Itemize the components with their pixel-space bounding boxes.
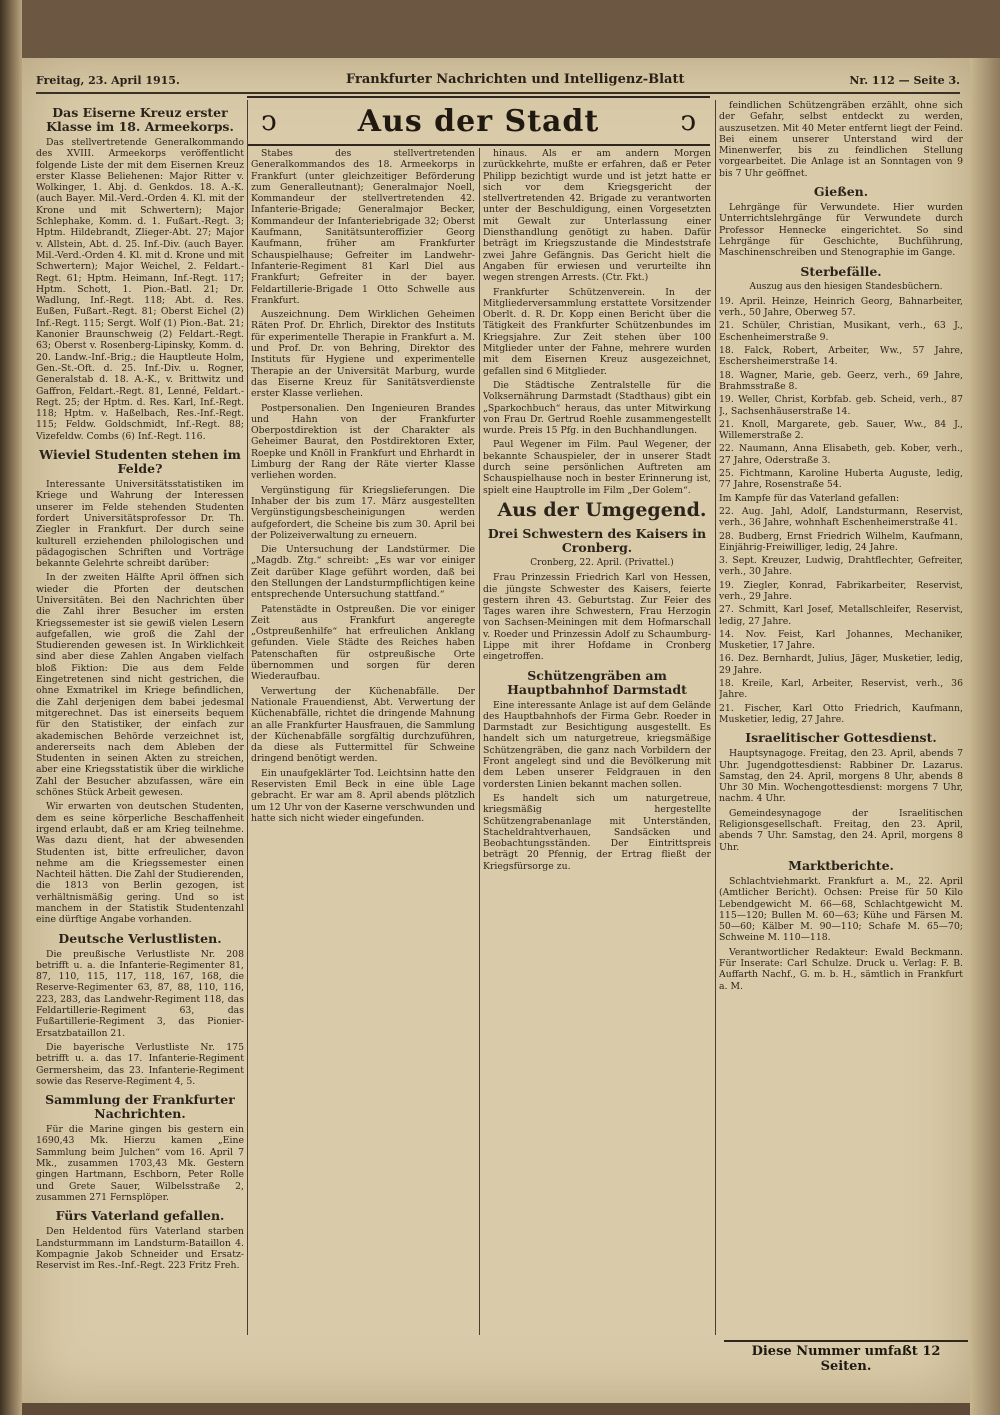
article-paragraph: Das stellvertretende Generalkommando des XVIII. Armeekorps veröffentlicht folgende Liste der mit dem Eisernen Kreuz erster Klasse Beliehenen: Major Ritter v. Wolkinger, 1. Abj. d. Genkdos. 18. A.-K. (auch Bayer. Mil.-Verd.-Orden 4. Kl. mit der Krone und mit Schwertern); Major Schlephake, Komm. d. 1. Fußart.-Regt. 3; Hptm. Hildebrandt, Zlieger-Abt. 27; Major v. Allstein, Abt. d. 25. Inf.-Div. (auch Bayer. Mil.-Verd.-Orden 4. Kl. mit d. Krone und mit Schwertern); Major Weichel, 2. Feldart.-Regt. 61; Hptm. Heimann, Inf.-Regt. 117; Hptm. Schott, 1. Pion.-Batl. 21; Dr. Wadlung, Inf.-Regt. 118; Abt. d. Res. Eußen, Fußart.-Regt. 81; Oberst Eichel (2) Inf.-Regt. 115; Sergt. Wolf (1) Pion.-Bat. 21; Kanonier Braunschweig (2) Feldart.-Regt. 63; Oberst v. Rosenberg-Lipinsky, Komm. d. 20. Landw.-Inf.-Brig.; die Hauptleute Holm, Gen.-St.-Oft. d. 25. Inf.-Div. u. Rogner, Generalstab d. 18. A.-K., v. Brittwitz und Gaffron, Feldart.-Regt. 81, Lenné, Feldart.-Regt. 25; der Hptm. d. Res. Karl, Inf.-Regt. 118; Hptm. v. Haßelbach, Res.-Inf.-Regt. 115; Feldw. Goldschmidt, Inf.-Regt. 88; Vizefeldw. Combs (6) Inf.-Regt. 116. <box>36 137 244 442</box>
article-paragraph: Paul Wegener im Film. Paul Wegener, der bekannte Schauspieler, der in unserer Stadt durch seine persönlichen Auftreten am Schauspielhause noch in bester Erinnerung ist, spielt eine Hauptrolle im Film „Der Golem“. <box>483 439 711 496</box>
column-rule <box>715 100 716 1335</box>
article-paragraph: Die Untersuchung der Landstürmer. Die „Magdb. Ztg.“ schreibt: „Es war vor einiger Zeit darüber Klage geführt worden, daß bei den Stellungen der Landsturmpflichtigen keine entsprechende Untersuchung stattfand.“ <box>251 544 475 601</box>
death-notice-entry: 22. Aug. Jahl, Adolf, Landsturmann, Reservist, verh., 36 Jahre, wohnhaft Eschenheimerstraße 41. <box>719 505 963 529</box>
edition-note: Diese Nummer umfaßt 12 Seiten. <box>724 1340 968 1374</box>
death-notice-entry: 22. Naumann, Anna Elisabeth, geb. Kober, verh., 27 Jahre, Oderstraße 3. <box>719 443 963 466</box>
column-3 <box>483 148 711 1333</box>
article-paragraph: Eine interessante Anlage ist auf dem Gelände des Hauptbahnhofs der Firma Gebr. Roeder in Darmstadt zur Besichtigung ausgestellt. Es handelt sich um naturgetreue, kriegsmäßige Schützengräben, die ganz nach Vorbildern der Front angelegt sind und die Bevölkerung mit dem Leben unserer Feldgrauen in den vordersten Linien bekannt machen sollen. <box>483 699 711 790</box>
scan-background-top <box>22 0 1000 58</box>
column-1 <box>36 100 244 1330</box>
death-notice-entry: 3. Sept. Kreuzer, Ludwig, Drahtflechter, Gefreiter, verh., 30 Jahre. <box>719 555 963 578</box>
article-headline: Deutsche Verlustlisten. <box>58 930 222 946</box>
section-title: Aus der Stadt <box>357 104 600 139</box>
article-headline: Sammlung der Frankfurter Nachrichten. <box>45 1092 235 1122</box>
column-2 <box>251 148 475 1333</box>
article-headline: Gießen. <box>813 184 869 200</box>
death-notice-entry: 27. Schmitt, Karl Josef, Metallschleifer, Reservist, ledig, 27 Jahre. <box>719 604 963 627</box>
article-paragraph: Verwertung der Küchenabfälle. Der Nationale Frauendienst, Abt. Verwertung der Küchenabfälle, richtet die dringende Mahnung an alle Frankfurter Hausfrauen, die Sammlung der Küchenabfälle sorgfältig durchzuführen, da diese als Futtermittel für Schweine dringend benötigt werden. <box>251 685 475 765</box>
death-notice-list <box>719 296 963 725</box>
column-rule <box>247 100 248 1335</box>
article-headline: Das Eiserne Kreuz erster Klasse im 18. Armeekorps. <box>46 105 234 134</box>
death-notice-entry: 19. April. Heinze, Heinrich Georg, Bahnarbeiter, verh., 50 Jahre, Oberweg 57. <box>719 295 963 319</box>
article-paragraph: hinaus. Als er am andern Morgen zurückkehrte, mußte er erfahren, daß er Peter Philipp bezichtigt wurde und ist jetzt hatte er sich vor dem Kriegsgericht der stellvertretenden 42. Brigade zu verantworten unter der Beschuldigung, einen Vorgesetzten mit Gewalt zur Unterlassung einer Diensthandlung genötigt zu haben. Dafür beträgt im Kriegszustande die Mindeststrafe zwei Jahre Gefängnis. Das Gericht hielt die Angaben für erwiesen und verurteilte ihn wegen strengen Arrests. (Ctr. Fkt.) <box>483 148 711 284</box>
ornament-left-icon: ↄ <box>261 104 277 137</box>
article-paragraph: Verantwortlicher Redakteur: Ewald Beckmann. Für Inserate: Carl Schulze. Druck u. Verlag: F. B. Auffarth Nachf., G. m. b. H., sämtlich in Frankfurt a. M. <box>719 946 963 992</box>
issue-date: Freitag, 23. April 1915. <box>36 74 180 87</box>
article-headline: Sterbefälle. <box>800 263 882 279</box>
article-dateline: Auszug aus den hiesigen Standesbüchern. <box>749 281 943 292</box>
article-paragraph: In der zweiten Hälfte April öffnen sich wieder die Pforten der deutschen Universitäten. Bei den Nachrichten über die Zahl ihrer Besucher im ersten Kriegssemester ist sie gewiß vielen Lesern aufgefallen, wie groß die Zahl der Studierenden gewesen ist. In Wirklichkeit sind aber diese Zahlen Angaben vielfach bloß Fiktion: Die aus dem Felde Eingetretenen sind nicht gestrichen, die ohne Exmatrikel im Kriege befindlichen, die Zahl derjenigen dem babei jedesmal mitgerechnet. Das ist einerseits bequem für den Statistiker, der einfach zur akademischen Behörde verzeichnet ist, andererseits nach dem Ableben der Studenten in seinen Akten zu streichen, aber eine Kriegsstatistik über die wirkliche Zahl der Besucher abzufassen, wäre ein schönes Stück Arbeit gewesen. <box>36 572 244 799</box>
article-headline: Fürs Vaterland gefallen. <box>55 1208 225 1224</box>
article-paragraph: Vergünstigung für Kriegslieferungen. Die Inhaber der bis zum 17. März ausgestellten Vergünstigungsbescheinigungen werden aufgefordert, die Scheine bis zum 30. April bei der Polizeiverwaltung zu erneuern. <box>251 484 475 541</box>
death-notice-entry: 19. Weller, Christ, Korbfab. geb. Scheid, verh., 87 J., Sachsenhäuserstraße 14. <box>719 394 963 417</box>
article-paragraph: Ein unaufgeklärter Tod. Leichtsinn hatte den Reservisten Emil Beck in eine üble Lage gebracht. Er war am 8. April abends plötzlich um 12 Uhr von der Kaserne verschwunden und hatte sich nicht wieder eingefunden. <box>251 767 475 824</box>
page-number: Nr. 112 — Seite 3. <box>849 74 960 87</box>
death-notice-entry: 18. Kreile, Karl, Arbeiter, Reservist, verh., 36 Jahre. <box>719 678 963 701</box>
book-spine <box>0 0 22 1415</box>
article-paragraph: Auszeichnung. Dem Wirklichen Geheimen Räten Prof. Dr. Ehrlich, Direktor des Instituts für experimentelle Therapie in Frankfurt a. M. und Prof. Dr. von Behring, Direktor des Instituts für Hygiene und experimentelle Therapie an der Universität Marburg, wurde das Eiserne Kreuz für Sanitätsverdienste erster Klasse verliehen. <box>251 309 475 400</box>
death-notice-entry: Im Kampfe für das Vaterland gefallen: <box>719 492 900 504</box>
column-rule <box>479 148 480 1335</box>
death-notice-entry: 25. Fichtmann, Karoline Huberta Auguste, ledig, 77 Jahre, Rosenstraße 54. <box>719 468 963 491</box>
death-notice-entry: 28. Budberg, Ernst Friedrich Wilhelm, Kaufmann, Einjährig-Freiwilliger, ledig, 24 Jahre. <box>719 530 963 553</box>
article-paragraph: feindlichen Schützengräben erzählt, ohne sich der Gefahr, selbst entdeckt zu werden, auszusetzen. Mit 40 Meter entfernt liegt der Feind. Bei einem unserer Unterstand wird der Minenwerfer, bis zu feindlichen Stellung vorgearbeitet. Die Anlage ist an Sonntagen von 9 bis 7 Uhr geöffnet. <box>719 100 963 179</box>
article-paragraph: Die preußische Verlustliste Nr. 208 betrifft u. a. die Infanterie-Regimenter 81, 87, 110, 115, 117, 118, 167, 168, die Reserve-Regimenter 63, 87, 88, 110, 116, 223, 283, das Landwehr-Regiment 118, das Feldartillerie-Regiment 63, das Fußartillerie-Regiment 3, das Pionier-Ersatzbataillon 21. <box>36 948 244 1039</box>
article-headline: Israelitischer Gottesdienst. <box>745 730 937 746</box>
death-notice-entry: 14. Nov. Feist, Karl Johannes, Mechaniker, Musketier, 17 Jahre. <box>719 628 963 652</box>
article-paragraph: Für die Marine gingen bis gestern ein 1690,43 Mk. Hierzu kamen „Eine Sammlung beim Julchen“ vom 16. April 7 Mk., zusammen 1703,43 Mk. Gestern gingen Hartmann, Eschborn, Peter Rolle und Grete Sauer, Wilbelsstraße 2, zusammen 271 Fernsplöper. <box>36 1124 244 1203</box>
article-paragraph: Postpersonalien. Den Ingenieuren Brandes und Hahn von der Frankfurter Oberpostdirektion ist der Charakter als Geheimer Baurat, den Postdirektoren Exter, Roepke und Knöll in Frankfurt und Ehrhardt in Limburg der Rang der Räte vierter Klasse verliehen worden. <box>251 402 475 482</box>
article-paragraph: Den Heldentod fürs Vaterland starben Landsturmmann im Landsturm-Bataillon 4. Kompagnie Jakob Schneider und Ersatz-Reservist im Res.-Inf.-Regt. 223 Fritz Freh. <box>36 1226 244 1272</box>
article-paragraph: Die Städtische Zentralstelle für die Volksernährung Darmstadt (Stadthaus) gibt ein „Sparkochbuch“ heraus, das unter Mitwirkung von Frau Dr. Gertrud Roehle zusammengestellt wurde. Preis 15 Pfg. in den Buchhandlungen. <box>483 379 711 437</box>
section-heading: Aus der Umgegend. <box>497 498 707 521</box>
death-notice-entry: 21. Schüler, Christian, Musikant, verh., 63 J., Eschenheimerstraße 9. <box>719 320 963 343</box>
death-notice-entry: 18. Wagner, Marie, geb. Geerz, verh., 69 Jahre, Brahmsstraße 8. <box>719 369 963 392</box>
article-headline: Schützengräben am Hauptbahnhof Darmstadt <box>507 667 687 697</box>
death-notice-entry: 21. Fischer, Karl Otto Friedrich, Kaufmann, Musketier, ledig, 27 Jahre. <box>719 702 963 725</box>
article-paragraph: Es handelt sich um naturgetreue, kriegsmäßig hergestellte Schützengrabenanlage mit Unterständen, Stacheldrahtverhauen, Sandsäcken und Beobachtungsständen. Der Eintrittspreis beträgt 20 Pfennig, der Ertrag fließt der Kriegsfürsorge zu. <box>483 792 711 872</box>
article-paragraph: Gemeindesynagoge der Israelitischen Religionsgesellschaft. Freitag, den 23. April, abends 7 Uhr. Samstag, den 24. April, morgens 8 Uhr. <box>719 807 963 853</box>
death-notice-entry: 19. Ziegler, Konrad, Fabrikarbeiter, Reservist, verh., 29 Jahre. <box>719 579 963 602</box>
masthead: Frankfurter Nachrichten und Intelligenz-Blatt <box>346 72 685 87</box>
death-notice-entry: 16. Dez. Bernhardt, Julius, Jäger, Musketier, ledig, 29 Jahre. <box>719 653 963 676</box>
article-paragraph: Hauptsynagoge. Freitag, den 23. April, abends 7 Uhr. Jugendgottesdienst: Rabbiner Dr. Lazarus. Samstag, den 24. April, morgens 8 Uhr, abends 8 Uhr 30 Min. Wochengottesdienst: morgens 7 Uhr, nachm. 4 Uhr. <box>719 748 963 805</box>
section-banner <box>247 96 710 146</box>
article-paragraph: Lehrgänge für Verwundete. Hier wurden Unterrichtslehrgänge für Verwundete durch Professor Hennecke eingerichtet. So sind Lehrgänge für Geschichte, Buchführung, Maschinenschreiben und Stenographie im Gange. <box>719 202 963 259</box>
article-dateline: Cronberg, 22. April. (Privattel.) <box>530 557 674 568</box>
page-edge-right <box>970 58 1000 1415</box>
article-headline: Drei Schwestern des Kaisers in Cronberg. <box>487 525 707 555</box>
article-headline: Marktberichte. <box>788 857 894 873</box>
page-header <box>36 70 960 94</box>
article-headline: Wieviel Studenten stehen im Felde? <box>39 447 241 477</box>
article-paragraph: Schlachtviehmarkt. Frankfurt a. M., 22. April (Amtlicher Bericht). Ochsen: Preise für 50 Kilo Lebendgewicht M. 66—68, Schlachtgewicht M. 115—120; Bullen M. 60—63; Kühe und Färsen M. 50—60; Kälber M. 90—110; Schafe M. 65—70; Schweine M. 110—118. <box>719 875 963 944</box>
death-notice-entry: 18. Falck, Robert, Arbeiter, Ww., 57 Jahre, Eschersheimerstraße 14. <box>719 345 963 368</box>
article-paragraph: Interessante Universitätsstatistiken im Kriege und Wahrung der Interessen unserer im Felde stehenden Studenten fordert Universitätsprofessor Dr. Th. Ziegler in Frankfurt. Der durch seine kulturell erziehenden philologischen und pädagogischen Schriften und Vorträge bekannte Gelehrte schreibt darüber: <box>36 479 244 570</box>
article-paragraph: Wir erwarten von deutschen Studenten, dem es seine körperliche Beschaffenheit irgend erlaubt, daß er am Krieg teilnehme. Was dazu dient, hat der abwesenden Studenten ist, bitte erfreulicher, davon nehme am die Kriegssemester einen Nachteil hätten. Die Zahl der Studierenden, die 1813 von Berlin gezogen, ist verhältnismäßig gering. Und so ist manchem in der Statistik Studentenzahl eine dürftige Angabe vorhanden. <box>36 801 244 926</box>
article-paragraph: Patenstädte in Ostpreußen. Die vor einiger Zeit aus Frankfurt angeregte „Ostpreußenhilfe“ hat erfreulichen Anklang gefunden. Viele Städte des Reiches haben Patenschaften für ostpreußische Orte übernommen und sorgen für deren Wiederaufbau. <box>251 603 475 683</box>
article-paragraph: Die bayerische Verlustliste Nr. 175 betrifft u. a. das 17. Infanterie-Regiment Germersheim, das 23. Infanterie-Regiment sowie das Reserve-Regiment 4, 5. <box>36 1041 244 1087</box>
column-4 <box>719 100 963 1332</box>
ornament-right-icon: ↄ <box>680 104 696 137</box>
article-paragraph: Frankfurter Schützenverein. In der Mitgliederversammlung erstattete Vorsitzender Oberlt. d. R. Dr. Kopp einen Bericht über die Tätigkeit des Frankfurter Schützenbundes im Kriegsjahre. Zur Zeit stehen über 100 Mitglieder unter der Fahne, mehrere wurden mit dem Eisernen Kreuz ausgezeichnet, gefallen sind 6 Mitglieder. <box>483 286 711 377</box>
article-paragraph: Frau Prinzessin Friedrich Karl von Hessen, die jüngste Schwester des Kaisers, feierte gestern ihren 43. Geburtstag. Zur Feier des Tages waren ihre Schwestern, Frau Herzogin von Sachsen-Meiningen mit dem Hofmarschall v. Roeder und Prinzessin Adolf zu Schaumburg-Lippe mit ihrer Hofdame in Cronberg eingetroffen. <box>483 572 711 663</box>
death-notice-entry: 21. Knoll, Margarete, geb. Sauer, Ww., 84 J., Willemerstraße 2. <box>719 418 963 442</box>
article-paragraph: Stabes des stellvertretenden Generalkommandos des 18. Armeekorps in Frankfurt (unter gleichzeitiger Beförderung zum Generalleutnant); Generalmajor Noell, Kommandeur der stellvertretenden 42. Infanterie-Brigade; Generalmajor Becker, Kommandeur der Infanteriebrigade 32; Oberst Kaufmann, Sanitätsunteroffizier Georg Kaufmann, früher am Frankfurter Schauspielhause; Gefreiter im Landwehr-Infanterie-Regiment 81 Karl Diel aus Frankfurt; Gefreiter in der bayer. Feldartillerie-Brigade 1 Otto Schwelle aus Frankfurt. <box>251 148 475 306</box>
